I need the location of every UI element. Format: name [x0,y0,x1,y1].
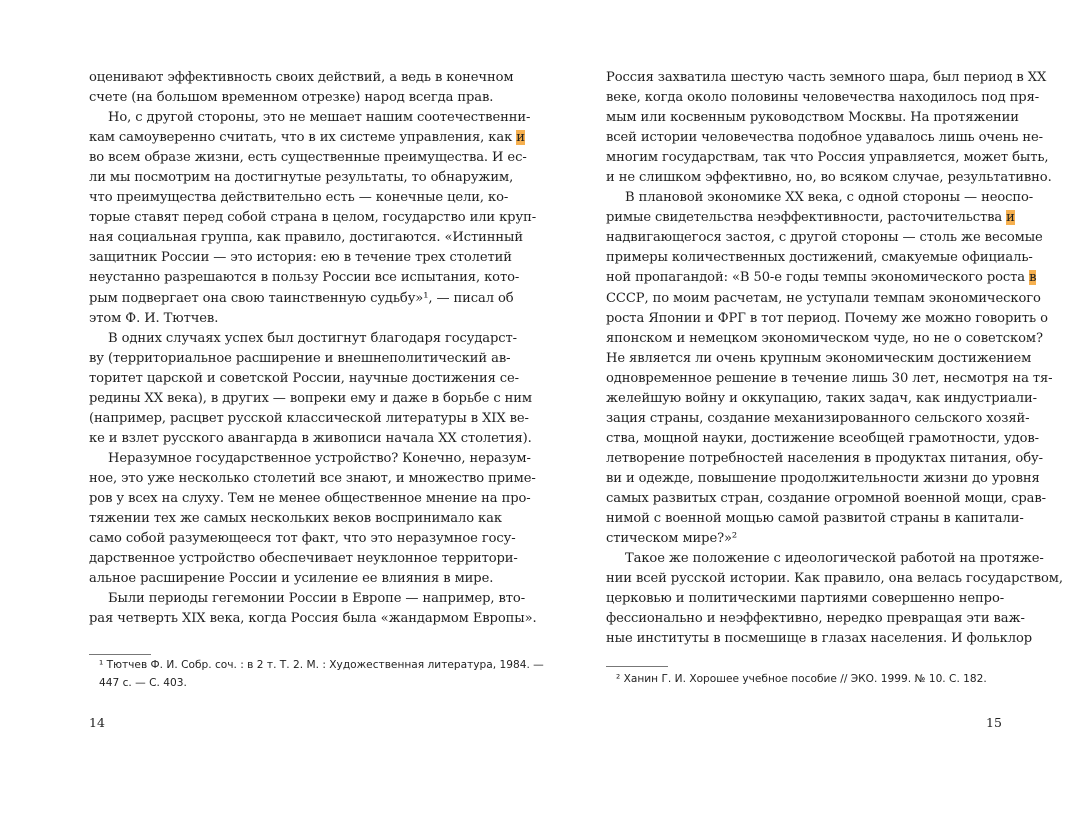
text-line-content: летворение потребностей населения в продуктах питания, обу- [606,450,1043,466]
text-line-content: этом Ф. И. Тютчев. [89,310,219,326]
text-line-content: зация страны, создание механизированного сельского хозяй- [606,410,1030,426]
text-line-content: В плановой экономике XX века, с одной стороны — неоспо- [625,190,1034,206]
text-line [606,629,1033,649]
highlighted-word: и [516,130,525,146]
text-line [89,329,518,349]
left-footnote-line-1: ¹ Тютчев Ф. И. Собр. соч. : в 2 т. Т. 2. М. : Художественная литература, 1984. — [99,659,544,671]
text-line-content: Неразумное государственное устройство? Конечно, неразум- [108,450,531,466]
text-line [606,449,1043,469]
text-line-content: тяжении тех же самых нескольких веков воспринимало как [89,511,502,527]
text-line [89,88,494,108]
left-footnote-rule [89,654,151,655]
text-line [606,549,1044,569]
text-line [606,88,1040,108]
text-line [606,489,1046,509]
text-line-content: рым подвергает она свою таинственную судьбу»¹, — писал об [89,290,514,306]
text-line [606,188,1034,208]
text-line-content: римые свидетельства неэффективности, расточительства [606,210,1007,226]
text-line-content: примеры количественных достижений, смакуемые официаль- [606,250,1033,266]
text-line [89,589,526,609]
text-line-content: ные институты в посмешище в глазах населения. И фольклор [606,631,1033,647]
text-line-content: В одних случаях успех был достигнут благодаря государст- [108,330,518,346]
text-line-content: альное расширение России и усиление ее влияния в мире. [89,571,494,587]
text-line-content: счете (на большом временном отрезке) народ всегда прав. [89,90,494,106]
text-line [606,309,1048,329]
text-line [606,329,1043,349]
text-line-content: церковью и политическими партиями совершенно непро- [606,591,1005,607]
text-line-content: Но, с другой стороны, это не мешает нашим соотечественни- [108,110,531,126]
text-line [606,108,1019,128]
text-line-content: ной пропагандой: «В 50-е годы темпы экономического роста [606,270,1030,286]
text-line [89,289,514,309]
text-line [606,569,1063,589]
text-line [606,228,1043,248]
right-footnote-line-1: ² Ханин Г. И. Хорошее учебное пособие // ЭКО. 1999. № 10. С. 182. [616,673,987,685]
text-line [89,148,527,168]
text-line [606,208,1015,228]
text-line-content: само собой разумеющееся тот факт, что это неразумное госу- [89,531,516,547]
text-line [89,469,536,489]
text-line [89,108,531,128]
text-line-content: и не слишком эффективно, но, во всяком случае, результативно. [606,170,1052,186]
text-line [606,509,1024,529]
text-line-content: роста Японии и ФРГ в тот период. Почему же можно говорить о [606,310,1048,326]
text-line-content: нии всей русской истории. Как правило, она велась государством, [606,571,1063,587]
text-line [89,509,502,529]
text-line-content: оценивают эффективность своих действий, а ведь в конечном [89,70,514,85]
text-line [89,349,511,369]
text-line-content: защитник России — это история: ею в течение трех столетий [89,250,512,266]
text-line-content: ства, мощной науки, достижение всеобщей грамотности, удов- [606,430,1039,446]
text-line [89,409,529,429]
text-line-content: всей истории человечества подобное удавалось лишь очень не- [606,130,1043,146]
right-footnote-rule [606,666,668,667]
text-line [89,309,487,329]
text-line [606,409,1030,429]
text-line-content: стическом мире?»² [606,531,738,547]
text-line [89,449,531,469]
text-line [89,569,494,589]
text-line [606,148,1049,168]
text-line [89,68,514,88]
text-line-content: Были периоды гегемонии России в Европе — например, вто- [108,591,526,607]
text-line [606,369,1053,389]
text-line [606,589,1005,609]
text-line [89,389,532,409]
text-line [89,168,514,188]
text-line [606,429,1039,449]
text-line [89,609,537,629]
text-line [606,349,1032,369]
text-line [89,208,537,228]
text-line-content: торитет царской и советской России, научные достижения се- [89,370,520,386]
text-line [89,429,532,449]
left-page [89,68,537,629]
text-line-content: ли мы посмотрим на достигнутые результаты, то обнаружим, [89,170,514,186]
text-line [89,228,523,248]
text-line-content: ная социальная группа, как правило, достигаются. «Истинный [89,230,523,246]
left-footnote-line-2: 447 с. — С. 403. [99,677,187,689]
text-line-content: желейшую войну и оккупацию, таких задач, как индустриали- [606,390,1037,406]
text-line-content: ке и взлет русского авангарда в живописи начала XX столетия). [89,430,532,446]
text-line-content: кам самоуверенно считать, что в их системе управления, как [89,130,517,146]
text-line-content: СССР, по моим расчетам, не уступали темпам экономического [606,290,1041,306]
text-line-content: что преимущества действительно есть — конечные цели, ко- [89,190,509,206]
text-line-content: дарственное устройство обеспечивает неуклонное территори- [89,551,518,567]
left-footnote [89,656,544,692]
text-line [606,289,1041,309]
text-line-content: Такое же положение с идеологической работой на протяже- [625,551,1044,567]
text-line [89,489,531,509]
text-line [89,248,512,268]
right-footnote [606,670,987,688]
text-line-content: Не является ли очень крупным экономическим достижением [606,350,1032,366]
text-line-content: японском и немецком экономическом чуде, но не о советском? [606,330,1043,346]
text-line-content: фессионально и неэффективно, нередко превращая эти важ- [606,611,1025,627]
text-line [606,128,1043,148]
text-line-content: во всем образе жизни, есть существенные преимущества. И ес- [89,150,527,166]
text-line [606,469,1040,489]
text-line-content: самых развитых стран, создание огромной военной мощи, срав- [606,490,1046,506]
text-line-content: ров у всех на слуху. Тем не менее общественное мнение на про- [89,490,531,506]
text-line [89,549,518,569]
text-line [89,188,509,208]
text-line-content: ву (территориальное расширение и внешнеполитический ав- [89,350,511,366]
text-line [89,529,516,549]
text-line-content: Россия захватила шестую часть земного шара, был период в XX [606,70,1047,85]
text-line [606,248,1033,268]
text-line-content: редины XX века), в других — вопреки ему и даже в борьбе с ним [89,390,532,406]
text-line [89,128,525,148]
text-line [606,609,1025,629]
text-line-content: веке, когда около половины человечества находилось под пря- [606,90,1040,106]
text-line [606,68,1047,88]
text-line [89,369,520,389]
text-line-content: одновременное решение в течение лишь 30 лет, несмотря на тя- [606,370,1053,386]
text-line-content: (например, расцвет русской классической литературы в XIX ве- [89,410,529,426]
text-line-content: рая четверть XIX века, когда Россия была «жандармом Европы». [89,611,537,627]
text-line-content: торые ставят перед собой страна в целом, государство или круп- [89,210,537,226]
highlighted-word: и [1006,210,1015,226]
text-line [89,268,520,288]
text-line-content: ное, это уже несколько столетий все знают, и множество приме- [89,470,536,486]
text-line-content: многим государствам, так что Россия управляется, может быть, [606,150,1049,166]
text-line-content: нимой с военной мощью самой развитой страны в капитали- [606,511,1024,527]
highlighted-word: в [1029,270,1037,286]
text-line [606,389,1037,409]
text-line-content: ви и одежде, повышение продолжительности жизни до уровня [606,470,1040,486]
text-line-content: неустанно разрешаются в пользу России все испытания, кото- [89,270,520,286]
right-page-number: 15 [986,715,1002,730]
left-page-number: 14 [89,715,105,730]
text-line-content: мым или косвенным руководством Москвы. На протяжении [606,110,1019,126]
right-page [606,68,1063,649]
text-line [606,529,1000,549]
text-line-content: надвигающегося застоя, с другой стороны — столь же весомые [606,230,1043,246]
text-line [606,168,1052,188]
text-line [606,268,1037,288]
